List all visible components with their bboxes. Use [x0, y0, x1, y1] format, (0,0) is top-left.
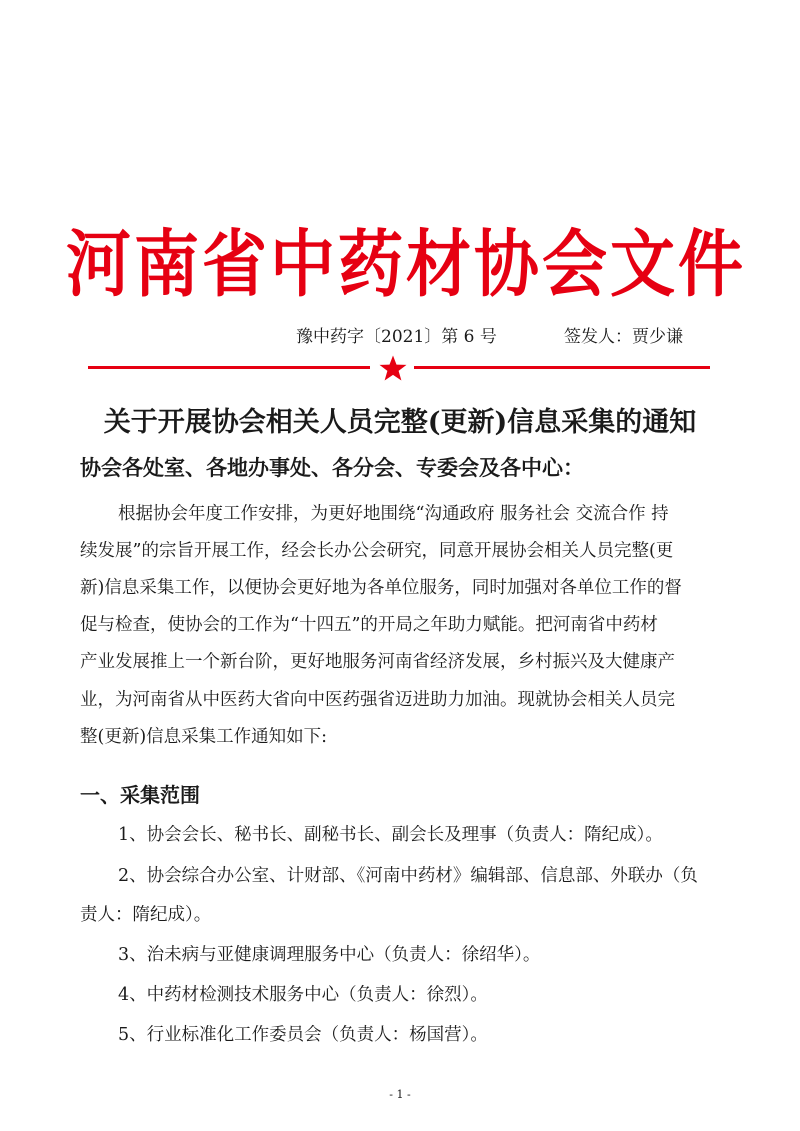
- issuer-signature: 签发人：贾少谦: [564, 327, 683, 347]
- body-paragraph-line: 续发展”的宗旨开展工作，经会长办公会研究，同意开展协会相关人员完整(更: [80, 541, 674, 561]
- red-divider: [88, 355, 710, 381]
- divider-line-left: [88, 366, 370, 369]
- scope-item-2: 2、协会综合办公室、计财部、《河南中药材》编辑部、信息部、外联办（负: [118, 866, 698, 886]
- section-heading-collection-scope: 一、采集范围: [80, 783, 200, 807]
- scope-item-2-continued: 责人：隋纪成）。: [80, 905, 212, 925]
- scope-item-4: 4、中药材检测技术服务中心（负责人：徐烈）。: [118, 985, 488, 1005]
- body-paragraph-line: 产业发展推上一个新台阶，更好地服务河南省经济发展，乡村振兴及大健康产: [80, 652, 675, 672]
- org-header-title: 河南省中药材协会文件: [66, 223, 747, 308]
- body-paragraph-line: 整(更新)信息采集工作通知如下:: [80, 727, 328, 747]
- scope-item-1: 1、协会会长、秘书长、副秘书长、副会长及理事（负责人：隋纪成）。: [118, 825, 663, 845]
- divider-line-right: [414, 366, 710, 369]
- star-icon: [378, 355, 408, 381]
- notice-title: 关于开展协会相关人员完整(更新)信息采集的通知: [103, 407, 697, 438]
- body-paragraph-line: 业，为河南省从中医药大省向中医药强省迈进助力加油。现就协会相关人员完: [80, 690, 675, 710]
- page-number: - 1 -: [389, 1088, 411, 1101]
- scope-item-5: 5、行业标准化工作委员会（负责人：杨国营）。: [118, 1025, 488, 1045]
- addressee-line: 协会各处室、各地办事处、各分会、专委会及各中心：: [80, 455, 584, 480]
- body-paragraph-line: 新)信息采集工作，以便协会更好地为各单位服务，同时加强对各单位工作的督: [80, 578, 682, 598]
- document-number: 豫中药字〔2021〕第 6 号: [296, 327, 497, 347]
- scope-item-3: 3、治未病与亚健康调理服务中心（负责人：徐绍华）。: [118, 945, 541, 965]
- body-paragraph-line: 促与检查，使协会的工作为“十四五”的开局之年助力赋能。把河南省中药材: [80, 615, 658, 635]
- body-paragraph-line: 根据协会年度工作安排，为更好地围绕“沟通政府 服务社会 交流合作 持: [118, 504, 669, 524]
